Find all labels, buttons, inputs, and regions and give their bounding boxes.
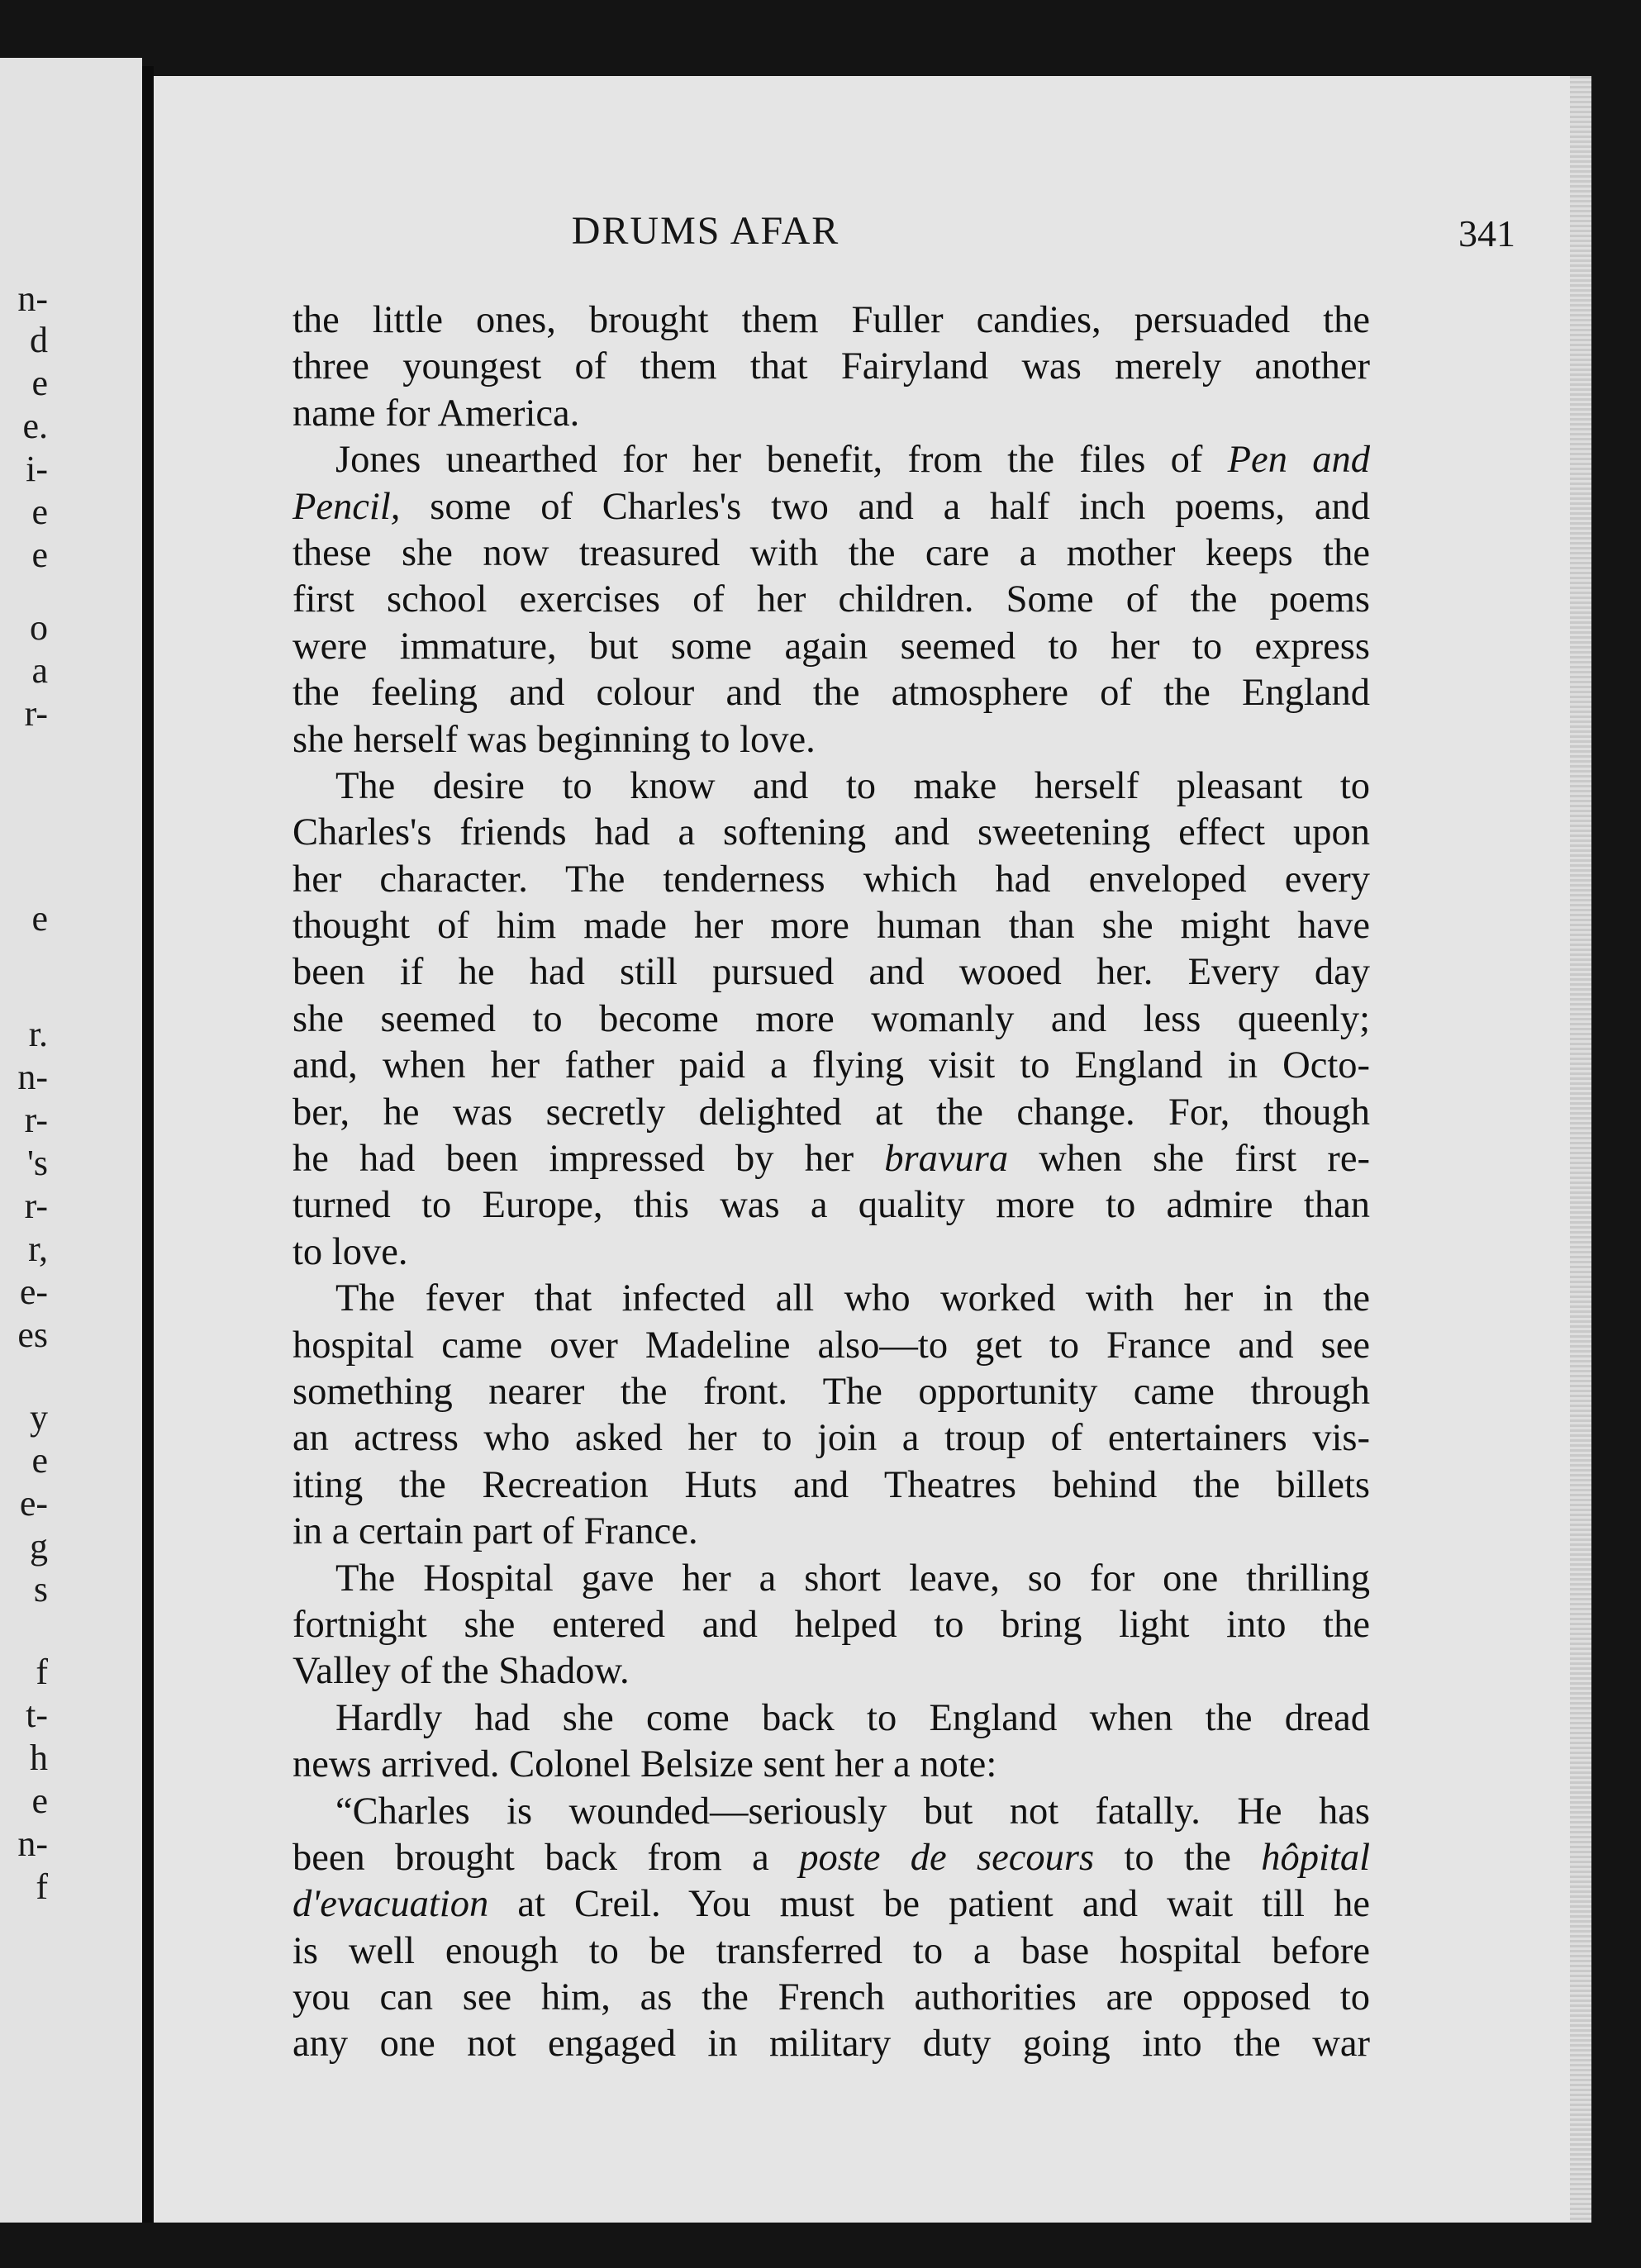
text-line [293, 1136, 1370, 1182]
text-line [293, 297, 1370, 344]
text-line [293, 949, 1370, 996]
left-page-fragment: f [36, 1866, 48, 1907]
left-page-fragment: t- [26, 1695, 48, 1735]
left-page-fragment: e [31, 535, 48, 575]
left-page-fragment: n- [17, 1823, 48, 1864]
text-line [293, 437, 1370, 483]
text-line [293, 1695, 1370, 1742]
text-run: “Charles is wounded—seriously but not fatally. He has [335, 1790, 1370, 1833]
text-line [293, 1928, 1370, 1975]
text-run: were immature, but some again seemed to her to express [293, 625, 1370, 668]
text-line [293, 996, 1370, 1043]
italic-text: hôpital [1261, 1836, 1370, 1879]
italic-text: poste de secours [799, 1836, 1095, 1879]
left-page-fragment: n- [17, 1057, 48, 1097]
text-line [293, 1509, 1370, 1555]
italic-text: d'evacuation [293, 1883, 489, 1926]
text-run: thought of him made her more human than she might have [293, 905, 1370, 948]
italic-text: bravura [884, 1138, 1009, 1181]
left-page-fragment: 's [26, 1143, 48, 1183]
text-line [293, 577, 1370, 623]
italic-text: Pencil, [293, 485, 401, 528]
left-page-fragment: r, [28, 1229, 48, 1269]
text-run: first school exercises of her children. Some of the poems [293, 578, 1370, 621]
text-line [293, 810, 1370, 856]
left-facing-page [0, 58, 142, 2223]
text-run: her character. The tenderness which had enveloped every [293, 858, 1370, 901]
text-run: an actress who asked her to join a troup of entertainers vis- [293, 1417, 1370, 1460]
text-line [293, 530, 1370, 577]
text-line [293, 1276, 1370, 1322]
left-page-line-endings [0, 58, 50, 2223]
left-page-fragment: r- [24, 1100, 48, 1140]
left-page-fragment: e [31, 363, 48, 403]
running-title: DRUMS AFAR [571, 209, 840, 253]
left-page-fragment: h [30, 1738, 48, 1778]
text-run: been if he had still pursued and wooed her. Every day [293, 951, 1370, 994]
text-line [293, 1369, 1370, 1415]
text-line [293, 1229, 1370, 1276]
left-page-fragment: e [31, 1440, 48, 1481]
text-line [293, 857, 1370, 903]
text-line [293, 763, 1370, 810]
text-line [293, 2021, 1370, 2067]
text-run: The Hospital gave her a short leave, so for one thrilling [335, 1557, 1370, 1600]
text-line [293, 1090, 1370, 1136]
text-run: in a certain part of France. [293, 1510, 698, 1553]
text-run: been brought back from a [293, 1836, 800, 1879]
text-line [293, 484, 1370, 530]
text-line [293, 1556, 1370, 1602]
text-run: you can see him, as the French authorities are opposed to [293, 1976, 1370, 2019]
text-run: turned to Europe, this was a quality more to admire than [293, 1184, 1370, 1227]
body-text [293, 297, 1370, 2068]
text-run: the feeling and colour and the atmosphere of the England [293, 672, 1370, 715]
text-run: any one not engaged in military duty going into the war [293, 2023, 1370, 2066]
italic-text: Pen and [1227, 439, 1370, 482]
text-line [293, 1742, 1370, 1788]
left-page-fragment: e [31, 898, 48, 939]
text-line [293, 1789, 1370, 1835]
page-number: 341 [1458, 212, 1515, 254]
text-run: ber, he was secretly delighted at the change. For, though [293, 1091, 1370, 1134]
text-line [293, 1602, 1370, 1648]
left-page-fragment: r- [24, 1186, 48, 1226]
text-line [293, 624, 1370, 670]
text-run: to the [1094, 1836, 1262, 1879]
left-page-fragment: e [31, 1781, 48, 1821]
text-run: something nearer the front. The opportunity came through [293, 1370, 1370, 1413]
book-gutter [142, 66, 154, 2223]
text-run: and, when her father paid a flying visit to England in Octo- [293, 1044, 1370, 1087]
left-page-fragment: y [30, 1397, 48, 1438]
text-line [293, 1975, 1370, 2021]
text-run: Valley of the Shadow. [293, 1650, 630, 1693]
text-run: Hardly had she come back to England when the dread [335, 1696, 1370, 1739]
left-page-fragment: o [30, 607, 48, 648]
left-page-fragment: f [36, 1652, 48, 1692]
text-line [293, 391, 1370, 437]
text-line [293, 1462, 1370, 1509]
text-run: at Creil. You must be patient and wait till he [488, 1883, 1370, 1926]
text-run: three youngest of them that Fairyland was merely another [293, 345, 1370, 388]
left-page-fragment: i- [26, 449, 48, 489]
text-line [293, 1835, 1370, 1881]
text-run: Charles's friends had a softening and sweetening effect upon [293, 811, 1370, 854]
text-run: Jones unearthed for her benefit, from the files of [335, 439, 1228, 482]
book-page [154, 76, 1591, 2223]
text-run: hospital came over Madeline also—to get to France and see [293, 1324, 1370, 1367]
text-run: is well enough to be transferred to a base hospital before [293, 1929, 1370, 1972]
text-line [293, 1182, 1370, 1229]
text-run: fortnight she entered and helped to bring light into the [293, 1603, 1370, 1646]
text-run: the little ones, brought them Fuller candies, persuaded the [293, 299, 1370, 341]
text-run: to love. [293, 1230, 408, 1273]
text-run: The fever that infected all who worked with her in the [335, 1277, 1370, 1320]
text-run: she seemed to become more womanly and less queenly; [293, 997, 1370, 1040]
text-run: iting the Recreation Huts and Theatres behind the billets [293, 1463, 1370, 1506]
left-page-fragment: r. [28, 1014, 48, 1054]
text-line [293, 1881, 1370, 1928]
text-line [293, 1043, 1370, 1089]
text-line [293, 1323, 1370, 1369]
left-page-fragment: a [31, 650, 48, 691]
text-run: The desire to know and to make herself pleasant to [335, 764, 1370, 807]
text-line [293, 344, 1370, 390]
text-run: he had been impressed by her [293, 1138, 885, 1181]
left-page-fragment: e- [19, 1272, 48, 1312]
text-run: some of Charles's two and a half inch poems, and [400, 485, 1370, 528]
left-page-fragment: n- [17, 278, 48, 319]
text-run: she herself was beginning to love. [293, 718, 816, 761]
left-page-fragment: e [31, 492, 48, 532]
text-run: news arrived. Colonel Belsize sent her a note: [293, 1743, 997, 1786]
text-run: when she first re- [1008, 1138, 1370, 1181]
left-page-fragment: r- [24, 693, 48, 734]
left-page-fragment: d [30, 320, 48, 360]
text-line [293, 903, 1370, 949]
left-page-fragment: s [33, 1569, 48, 1609]
text-run: name for America. [293, 392, 580, 435]
left-page-fragment: es [17, 1315, 48, 1355]
left-page-fragment: e- [19, 1483, 48, 1524]
running-head [293, 208, 1515, 266]
text-line [293, 1415, 1370, 1462]
left-page-fragment: e. [22, 406, 48, 446]
left-page-fragment: g [30, 1526, 48, 1567]
text-line [293, 717, 1370, 763]
text-line [293, 670, 1370, 716]
text-line [293, 1648, 1370, 1695]
text-run: these she now treasured with the care a mother keeps the [293, 531, 1370, 574]
page-edge [1570, 76, 1591, 2223]
